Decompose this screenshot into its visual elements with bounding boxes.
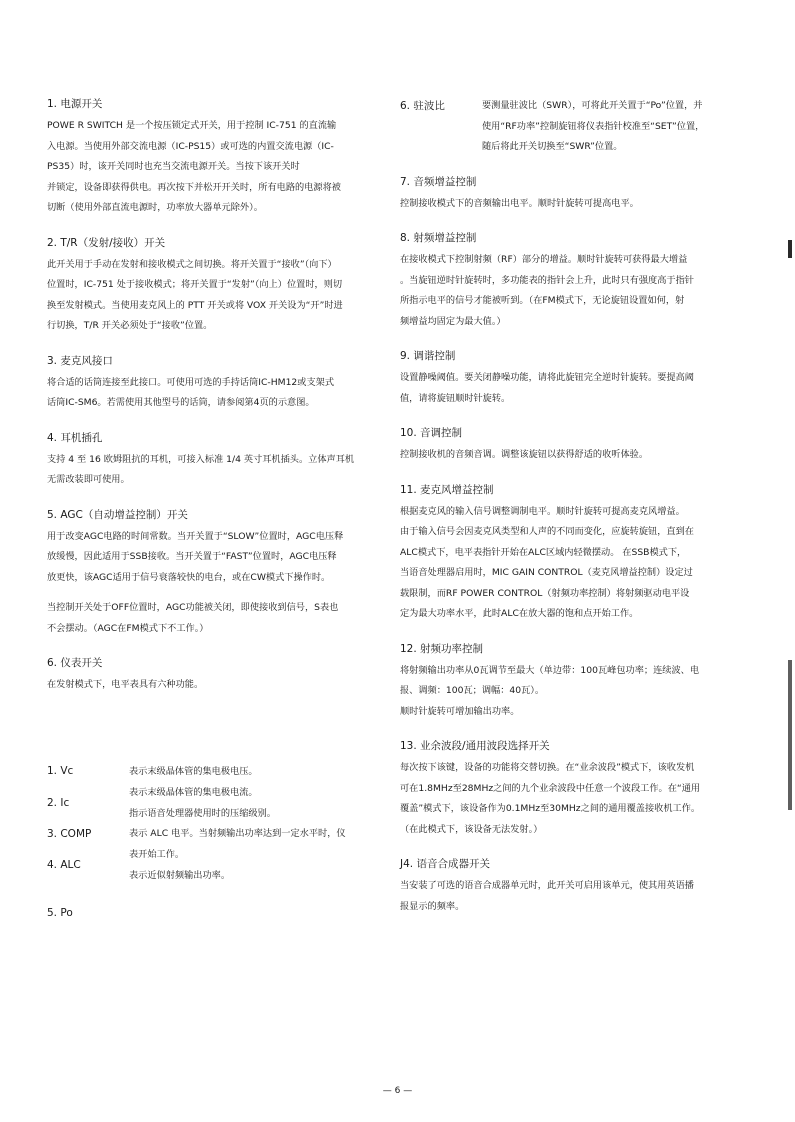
left-column	[47, 96, 377, 712]
meter-descriptions: 表示末级晶体管的集电极电压。 表示末级晶体管的集电极电流。 指示语音处理器使用时的压缩级别。 表示 ALC 电平。当射频输出功率达到一定水平时，仪 表开始工作。 表示近似射频输出功率。	[129, 766, 346, 881]
section-title: 6. 仪表开关	[47, 657, 103, 669]
scan-edge-mark	[788, 660, 792, 810]
section-title: 12. 射频功率控制	[400, 642, 484, 655]
section-body: 每次按下该键，设备的功能将交替切换。在“业余波段”模式下，该收发机 可在1.8MHz至28MHz之间的九个业余波段中任意一个波段工作。在“通用 覆盖”模式下，该设备作为0.1MHz至30MHz之间的通用覆盖接收机工作。 （在此模式下，该设备无法发射。）	[400, 762, 701, 835]
meter-label-vc: 1. Vc	[47, 765, 74, 777]
section-power-switch	[47, 96, 377, 219]
section-swr	[400, 96, 735, 158]
section-title: 10. 音调控制	[400, 427, 463, 439]
section-title: 9. 调谐控制	[400, 350, 456, 362]
section-tr-switch	[47, 235, 377, 337]
section-mic-gain	[400, 482, 735, 625]
section-body: 要测量驻波比（SWR），可将此开关置于“Po”位置，并 使用“RF功率”控制旋钮将仪表指针校准至“SET”位置， 随后将此开关切换至“SWR”位置。	[482, 100, 705, 152]
section-band-select	[400, 738, 735, 840]
section-voice-synth	[400, 856, 735, 917]
section-body: 根据麦克风的输入信号调整调制电平。顺时针旋转可提高麦克风增益。 由于输入信号会因麦克风类型和人声的不同而变化，应旋转旋钮，直到在 ALC模式下，电平表指针开始在ALC区域内轻微摆动。 在SSB模式下， 当语音处理器启用时，MIC GAIN CONTROL（麦克风增益控制）设定过 载限制，而RF POWER CONTROL（射频功率控制）将射频驱动电平设 定为最大功率水平，此时ALC在放大器的饱和点开始工作。	[400, 505, 694, 619]
section-body-2: 当控制开关处于OFF位置时，AGC功能被关闭，即使接收到信号，S表也 不会摆动。（AGC在FM模式下不工作。）	[47, 602, 339, 634]
meter-label-ic: 2. Ic	[47, 797, 70, 809]
section-mic-connector	[47, 353, 377, 414]
section-body: 当安装了可选的语音合成器单元时，此开关可启用该单元，使其用英语播 报显示的频率。	[400, 880, 694, 912]
section-rf-gain	[400, 230, 735, 332]
page-number: — 6 —	[382, 1086, 413, 1096]
section-squelch	[400, 348, 735, 409]
section-phones-jack	[47, 430, 377, 491]
section-title: 8. 射频增益控制	[400, 232, 477, 244]
meter-function-list	[47, 762, 377, 932]
right-column	[400, 96, 735, 933]
section-body: 控制接收模式下的音频输出电平。顺时针旋转可提高电平。	[400, 197, 639, 209]
section-body: 在接收模式下控制射频（RF）部分的增益。顺时针旋转可获得最大增益 。当旋钮逆时针旋转时，多功能表的指针会上升，此时只有强度高于指针 所指示电平的信号才能被听到。（在FM模式下，无论旋钮设置如何，射 频增益均固定为最大值。）	[400, 254, 694, 327]
section-title: 5. AGC（自动增益控制）开关	[47, 508, 188, 521]
section-title: 7. 音频增益控制	[400, 175, 477, 188]
section-title: 4. 耳机插孔	[47, 431, 103, 444]
section-body: 在发射模式下，电平表具有六种功能。	[47, 679, 204, 690]
meter-label-comp: 3. COMP	[47, 828, 92, 840]
section-meter-switch	[47, 655, 377, 696]
section-title: J4. 语音合成器开关	[400, 858, 490, 870]
section-title: 2. T/R（发射/接收）开关	[47, 236, 166, 249]
section-body: 控制接收机的音频音调。调整该旋钮以获得舒适的收听体验。	[400, 449, 649, 460]
section-tone	[400, 425, 735, 466]
section-title: 1. 电源开关	[47, 98, 103, 110]
section-af-gain	[400, 174, 735, 215]
section-body: POWE R SWITCH 是一个按压锁定式开关，用于控制 IC-751 的直流输 入电源。当使用外部交流电源（IC-PS15）或可选的内置交流电源（IC- PS35）时，该开关同时也充当交流电源开关。当按下该开关时 并锁定，设备即获得供电。再次按下并松开开关时，所有电路的电源将被 切断（使用外部直流电源时，功率放大器单元除外）。	[47, 120, 341, 213]
section-title: 3. 麦克风接口	[47, 354, 113, 367]
section-title: 13. 业余波段/通用波段选择开关	[400, 740, 550, 752]
section-body: 此开关用于手动在发射和接收模式之间切换。将开关置于“接收”（向下） 位置时，IC-751 处于接收模式；将开关置于“发射”（向上）位置时，则切 换至发射模式。当使用麦克风上的 PTT 开关或将 VOX 开关设为“开”时进 行切换，T/R 开关必须处于“接收”位置。	[47, 258, 343, 331]
section-body: 设置静噪阈值。要关闭静噪功能，请将此旋钮完全逆时针旋转。要提高阈 值，请将旋钮顺时针旋转。	[400, 372, 694, 404]
section-rf-power	[400, 641, 735, 723]
meter-label-po: 5. Po	[47, 907, 73, 919]
section-title: 11. 麦克风增益控制	[400, 483, 494, 496]
section-title: 6. 驻波比	[400, 100, 445, 112]
section-agc-switch	[47, 507, 377, 640]
section-body: 将合适的话筒连接至此接口。可使用可选的手持话筒IC-HM12或支架式 话筒IC-SM6。若需使用其他型号的话筒，请参阅第4页的示意图。	[47, 376, 335, 408]
section-body: 将射频输出功率从0瓦调节至最大（单边带：100瓦峰包功率；连续波、电 报、调频：100瓦；调幅：40瓦）。 顺时针旋转可增加输出功率。	[400, 664, 700, 717]
meter-label-alc: 4. ALC	[47, 859, 81, 871]
scan-edge-mark	[788, 240, 792, 258]
section-body: 用于改变AGC电路的时间常数。当开关置于“SLOW”位置时，AGC电压释 放缓慢，因此适用于SSB接收。当开关置于“FAST”位置时，AGC电压释 放更快，该AGC适用于信号衰落较快的电台，或在CW模式下操作时。	[47, 530, 344, 583]
section-body: 支持 4 至 16 欧姆阻抗的耳机，可接入标准 1/4 英寸耳机插头。立体声耳机 无需改装即可使用。	[47, 453, 355, 485]
